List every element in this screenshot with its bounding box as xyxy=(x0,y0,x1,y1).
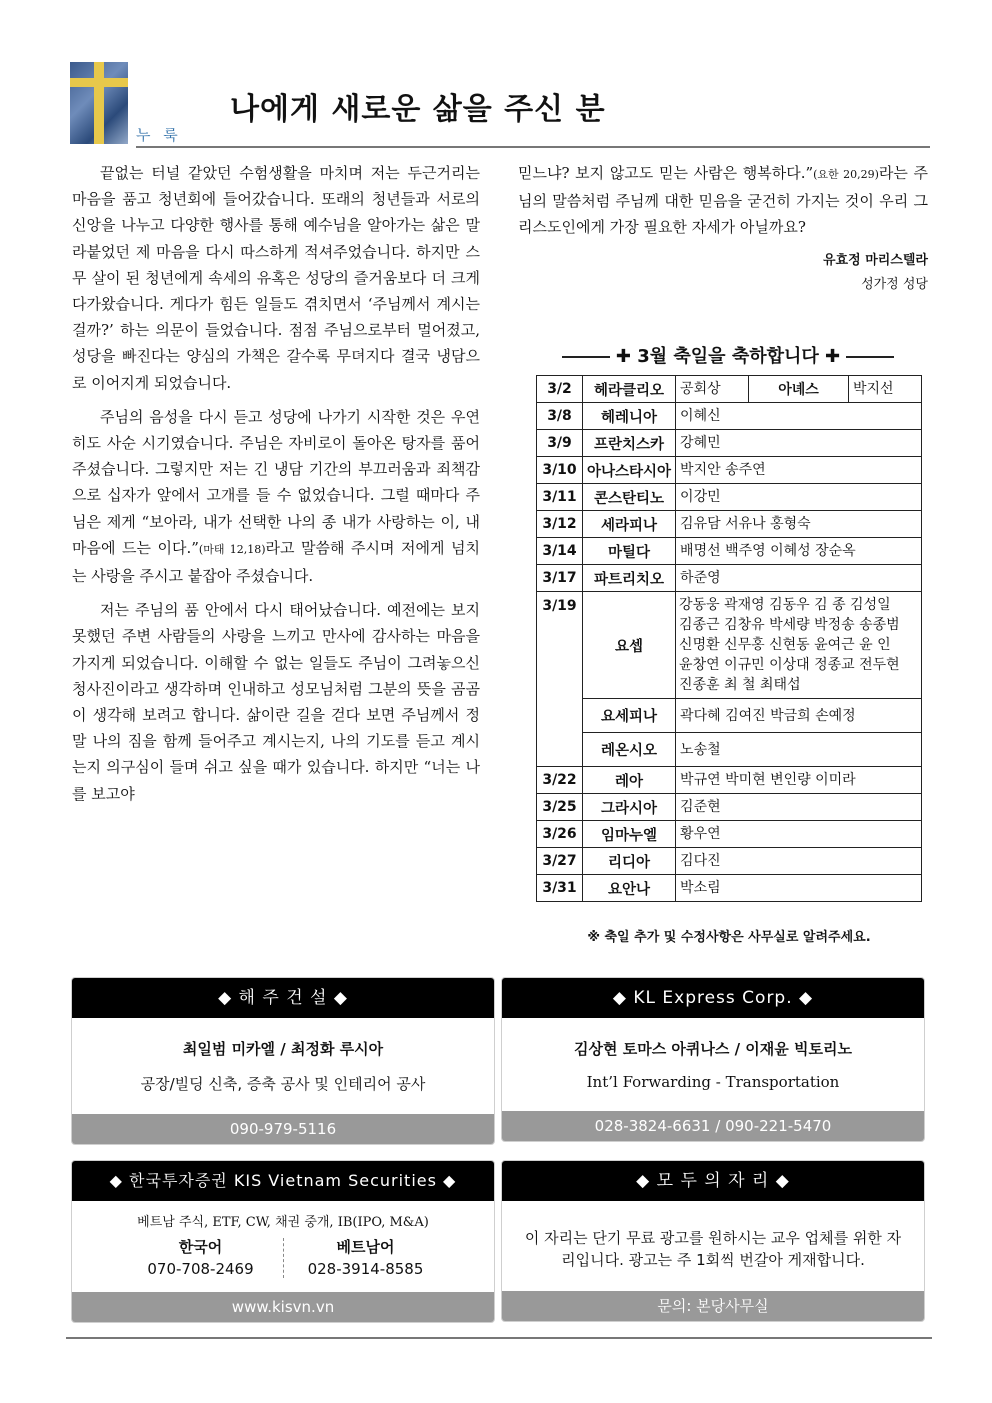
feast-names: 박규연 박미현 변인량 이미라 xyxy=(676,767,922,794)
contact-phone: 070-708-2469 xyxy=(147,1260,254,1278)
paragraph-4-text: 믿느냐? 보지 않고도 믿는 사람은 행복하다.” xyxy=(518,164,814,182)
feast-names: 김다진 xyxy=(676,848,922,875)
ad-body xyxy=(72,1018,494,1114)
ad-description: 이 자리는 단기 무료 광고를 원하시는 교우 업체를 위한 자리입니다. 광고는 주 1회씩 번갈아 게재합니다. xyxy=(524,1229,902,1269)
author-parish: 성가정 성당 xyxy=(861,276,928,292)
feast-saint: 레아 xyxy=(583,767,676,794)
feast-names xyxy=(676,592,922,699)
feast-saint: 헤라클리오 xyxy=(583,376,676,403)
feast-names: 박지안 송주연 xyxy=(676,457,922,484)
ad-contact: 문의: 본당사무실 xyxy=(502,1291,924,1321)
table-row xyxy=(537,733,922,767)
footer-divider xyxy=(66,1337,932,1339)
header-divider xyxy=(136,146,930,148)
feast-names: 김유담 서유나 홍형숙 xyxy=(676,511,922,538)
feast-date: 3/17 xyxy=(537,565,583,592)
feast-date: 3/25 xyxy=(537,794,583,821)
divider xyxy=(283,1238,284,1278)
table-row xyxy=(537,565,922,592)
paragraph-1: 끝없는 터널 같았던 수험생활을 마치며 저는 두근거리는 마음을 품고 청년회에 들어갔습니다. 또래의 청년들과 서로의 신앙을 나누고 다양한 행사를 통해 예수님을 알아가는 삶은 말라붙었던 제 마음을 다시 따스하게 적셔주었습니다. 하지만 스무 살이 된 청년에게 속세의 유혹은 성당의 즐거움보다 더 크게 다가왔습니다. 게다가 힘든 일들도 겪치면서 ‘주님께서 계시는 걸까?’ 하는 의문이 들었습니다. 점점 주님으로부터 멀어졌고, 성당을 빠진다는 양심의 가책은 갈수록 무뎌지다 결국 냉담으로 이어지게 되었습니다. xyxy=(72,164,480,392)
table-row xyxy=(537,538,922,565)
feast-saint: 그라시아 xyxy=(583,794,676,821)
table-row xyxy=(537,767,922,794)
feast-saint: 요셉 xyxy=(583,592,676,699)
feast-date: 3/19 xyxy=(537,592,583,767)
feast-date: 3/2 xyxy=(537,376,583,403)
article-title: 나에게 새로운 삶을 주신 분 xyxy=(230,92,606,127)
table-row xyxy=(537,699,922,733)
feast-saint: 파트리치오 xyxy=(583,565,676,592)
paragraph-4-tail: 라는 주님의 말씀처럼 주님께 대한 믿음을 굳건히 가지는 것이 우리 그리스도인에게 가장 필요한 자세가 아닐까요? xyxy=(518,164,928,237)
feast-date: 3/31 xyxy=(537,875,583,902)
contact-vietnamese xyxy=(296,1236,436,1280)
ad-title: ◆ 한국투자증권 KIS Vietnam Securities ◆ xyxy=(72,1161,494,1201)
feast-date: 3/8 xyxy=(537,403,583,430)
ad-owners: 최일범 미카엘 / 최정화 루시아 xyxy=(182,1040,384,1058)
feast-saint: 요세피나 xyxy=(583,699,676,733)
table-row xyxy=(537,457,922,484)
ad-owners: 김상현 토마스 아퀴나스 / 이재윤 빅토리노 xyxy=(574,1040,852,1058)
feast-date: 3/26 xyxy=(537,821,583,848)
article-column-left xyxy=(72,160,480,815)
feast-names: 배명선 백주영 이혜성 장순옥 xyxy=(676,538,922,565)
feast-names: 노송철 xyxy=(676,733,922,767)
ad-phone: 090-979-5116 xyxy=(72,1114,494,1144)
feast-table xyxy=(536,375,922,902)
article-column-right xyxy=(518,160,928,297)
ad-phone: 028-3824-6631 / 090-221-5470 xyxy=(502,1111,924,1141)
feast-title: ✚ 3월 축일을 축하합니다 ✚ xyxy=(536,342,920,368)
cross-logo-icon xyxy=(70,62,128,144)
ad-haeju-construction xyxy=(71,977,495,1145)
ad-description: 공장/빌딩 신축, 증축 공사 및 인테리어 공사 xyxy=(140,1075,426,1093)
ad-title: ◆ KL Express Corp. ◆ xyxy=(502,978,924,1018)
table-row xyxy=(537,794,922,821)
logo-text: 누 룩 xyxy=(136,126,182,144)
ad-contacts xyxy=(72,1230,494,1292)
contact-label: 베트남어 xyxy=(336,1238,395,1256)
feast-names: 공회상 xyxy=(676,376,749,403)
table-row xyxy=(537,484,922,511)
feast-saint: 세라피나 xyxy=(583,511,676,538)
ad-open-slot xyxy=(501,1160,925,1322)
paragraph-2-tail: 라고 말씀해 주시며 저에게 넘치는 사랑을 주시고 붙잡아 주셨습니다. xyxy=(72,538,480,586)
feast-names: 김준현 xyxy=(676,794,922,821)
ad-body xyxy=(502,1018,924,1111)
contact-korean xyxy=(131,1236,271,1280)
table-row xyxy=(537,848,922,875)
feast-date: 3/10 xyxy=(537,457,583,484)
bible-ref: (마태 12,18) xyxy=(198,542,266,556)
feast-date: 3/27 xyxy=(537,848,583,875)
feast-names: 박지선 xyxy=(849,376,922,403)
ad-body xyxy=(502,1201,924,1291)
table-row xyxy=(537,430,922,457)
paragraph-4 xyxy=(518,160,928,241)
feast-saint: 임마누엘 xyxy=(583,821,676,848)
ad-description: 베트남 주식, ETF, CW, 채권 중개, IB(IPO, M&A) xyxy=(137,1215,429,1230)
ad-title: ◆ 해 주 건 설 ◆ xyxy=(72,978,494,1018)
feast-saint: 레온시오 xyxy=(583,733,676,767)
feast-saint: 아나스타시아 xyxy=(583,457,676,484)
table-row xyxy=(537,592,922,699)
names-line: 강동웅 곽재영 김동우 김 종 김성일 xyxy=(679,597,891,613)
feast-names: 황우연 xyxy=(676,821,922,848)
feast-date: 3/12 xyxy=(537,511,583,538)
feast-date: 3/9 xyxy=(537,430,583,457)
feast-note: ※ 축일 추가 및 수정사항은 사무실로 알려주세요. xyxy=(587,930,871,945)
feast-names: 곽다혜 김여진 박금희 손예정 xyxy=(676,699,922,733)
table-row xyxy=(537,376,922,403)
ad-body xyxy=(72,1201,494,1292)
page-header xyxy=(70,62,930,152)
feast-saint: 리디아 xyxy=(583,848,676,875)
table-row xyxy=(537,403,922,430)
feast-title-text: 3월 축일을 축하합니다 xyxy=(637,346,819,367)
ad-kl-express xyxy=(501,977,925,1142)
contact-label: 한국어 xyxy=(178,1238,223,1256)
bible-ref: (요한 20,29) xyxy=(813,168,879,181)
feast-names: 이혜신 xyxy=(676,403,922,430)
ad-kis-securities xyxy=(71,1160,495,1323)
feast-saint: 요안나 xyxy=(583,875,676,902)
table-row xyxy=(537,821,922,848)
paragraph-2 xyxy=(72,404,480,589)
feast-date: 3/11 xyxy=(537,484,583,511)
feast-names: 이강민 xyxy=(676,484,922,511)
feast-names: 박소림 xyxy=(676,875,922,902)
feast-saint: 마틸다 xyxy=(583,538,676,565)
feast-names: 하준영 xyxy=(676,565,922,592)
contact-phone: 028-3914-8585 xyxy=(307,1260,424,1278)
feast-saint: 프란치스카 xyxy=(583,430,676,457)
paragraph-2-text: 주님의 음성을 다시 듣고 성당에 나가기 시작한 것은 우연히도 사순 시기였습니다. 주님은 자비로이 돌아온 탕자를 품어주셨습니다. 그렇지만 저는 긴 냉담 기간의 부끄러움과 죄책감으로 십자가 앞에서 고개를 들 수 없었습니다. 그럴 때마다 주님은 제게 “보아라, 내가 선택한 나의 종 내가 사랑하는 이, 내 마음에 드는 이다.” xyxy=(72,407,480,557)
author-signature xyxy=(518,249,928,297)
feast-date: 3/14 xyxy=(537,538,583,565)
table-row xyxy=(537,875,922,902)
feast-names: 강혜민 xyxy=(676,430,922,457)
names-line: 김종근 김창유 박세량 박정송 송종범 xyxy=(679,617,900,633)
names-line: 진종훈 최 철 최태섭 xyxy=(679,677,801,693)
feast-saint: 아녜스 xyxy=(749,376,849,403)
table-row xyxy=(537,511,922,538)
ad-title: ◆ 모 두 의 자 리 ◆ xyxy=(502,1161,924,1201)
feast-saint: 콘스탄티노 xyxy=(583,484,676,511)
feast-saint: 헤레니아 xyxy=(583,403,676,430)
paragraph-3: 저는 주님의 품 안에서 다시 태어났습니다. 예전에는 보지 못했던 주변 사람들의 사랑을 느끼고 만사에 감사하는 마음을 가지게 되었습니다. 이해할 수 없는 일들도 주님이 그려놓으신 청사진이라고 생각하며 인내하고 성모님처럼 그분의 뜻을 곰곰이 생각해 보려고 합니다. 삶이란 길을 걷다 보면 주님께서 정말 나의 짐을 함께 들어주고 계시는지, 나의 기도를 듣고 계시는지 의구심이 들며 쉬고 싶을 때가 있습니다. 하지만 “너는 나를 보고야 xyxy=(72,601,480,803)
names-line: 신명환 신무홍 신현동 윤여근 윤 인 xyxy=(679,637,891,653)
feast-date: 3/22 xyxy=(537,767,583,794)
author-name: 유효정 마리스텔라 xyxy=(823,252,928,268)
names-line: 윤창연 이규민 이상대 정종교 전두현 xyxy=(679,657,900,673)
ad-website: www.kisvn.vn xyxy=(72,1292,494,1322)
ad-description: Int’l Forwarding - Transportation xyxy=(586,1073,840,1091)
